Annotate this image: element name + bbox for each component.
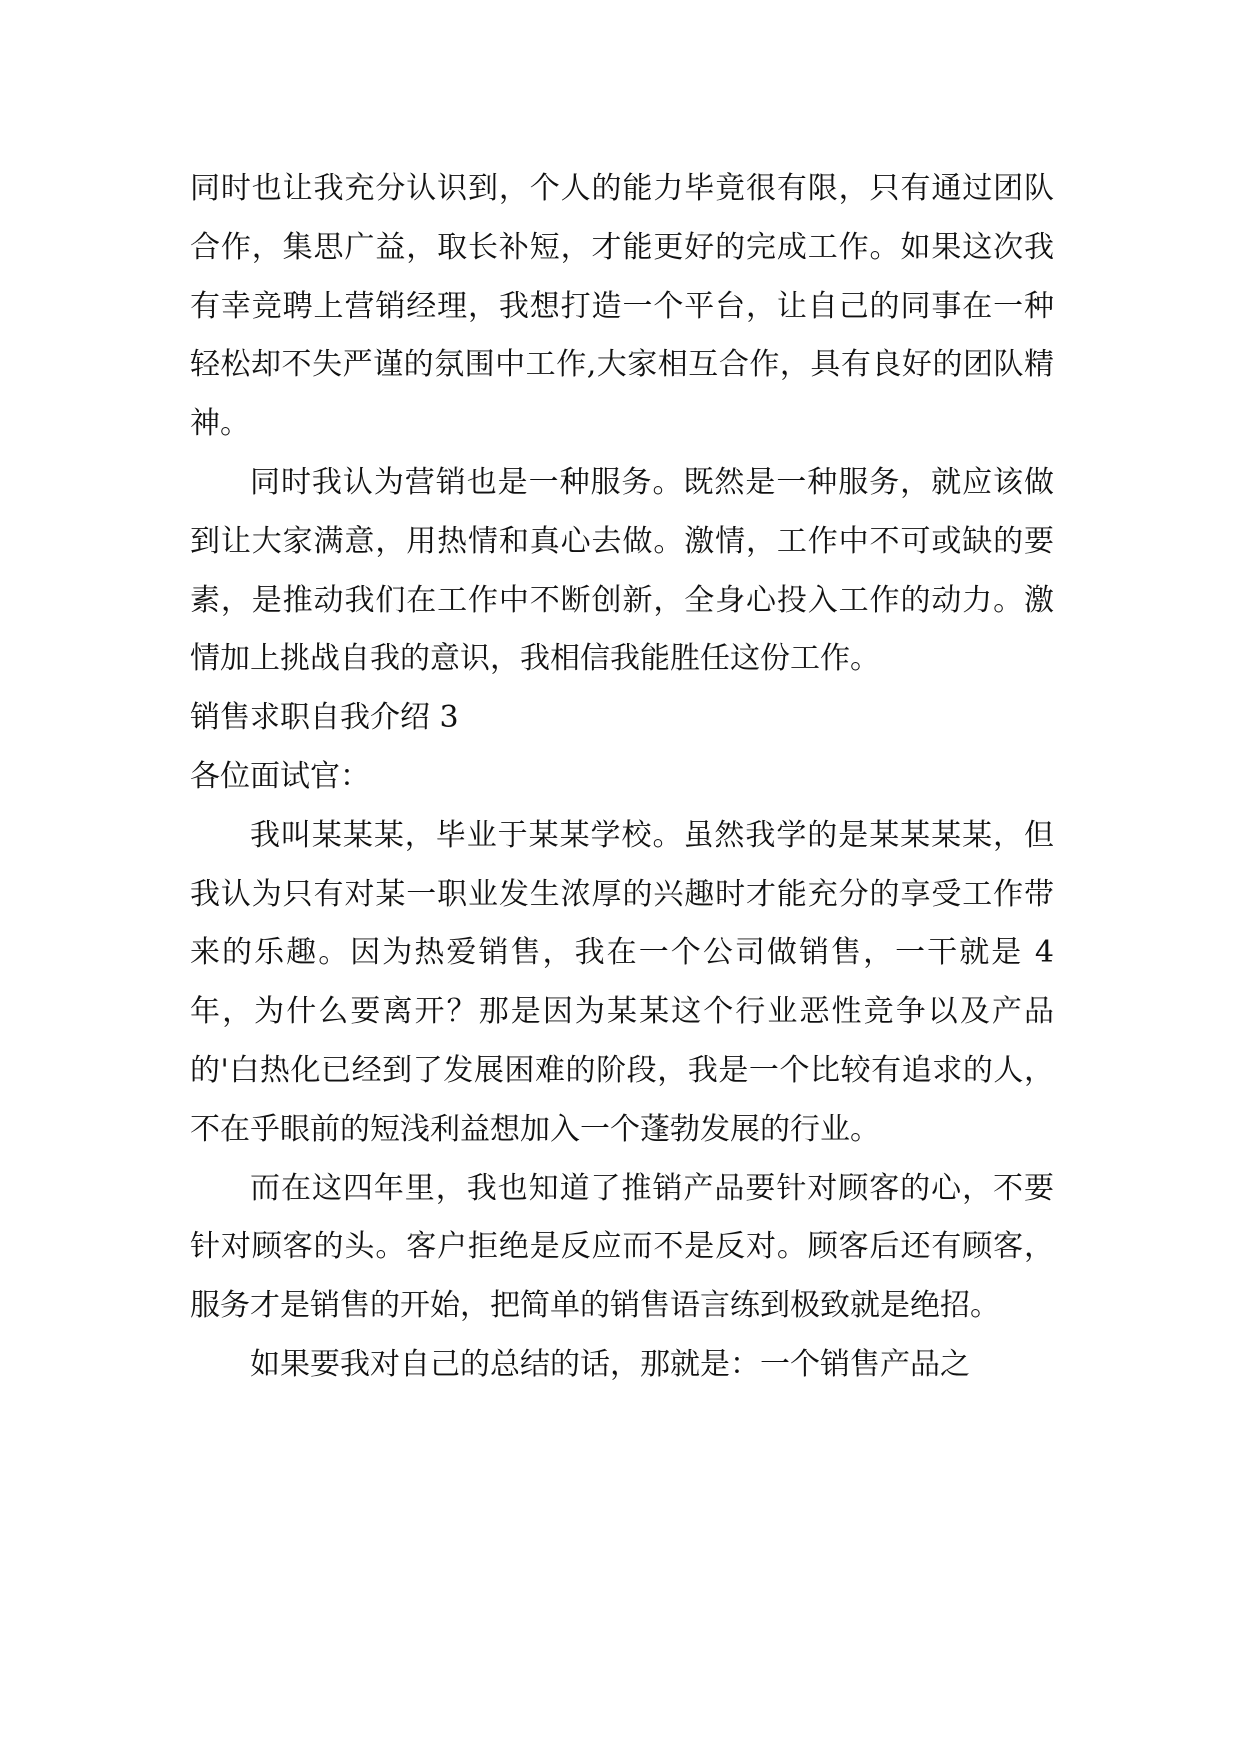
section-title: 销售求职自我介绍 3 (190, 700, 459, 736)
document-body (190, 160, 1054, 1395)
paragraph-1: 同时也让我充分认识到，个人的能力毕竟很有限，只有通过团队合作，集思广益，取长补短，才能更好的完成工作。如果这次我有幸竞聘上营销经理，我想打造一个平台，让自己的同事在一种轻松却不失严谨的氛围中工作,大家相互合作，具有良好的团队精神。 (190, 171, 1054, 442)
paragraph-2: 同时我认为营销也是一种服务。既然是一种服务，就应该做到让大家满意，用热情和真心去做。激情，工作中不可或缺的要素，是推动我们在工作中不断创新，全身心投入工作的动力。激情加上挑战自我的意识，我相信我能胜任这份工作。 (190, 464, 1054, 677)
salutation: 各位面试官： (190, 758, 370, 794)
paragraph-5: 如果要我对自己的总结的话，那就是：一个销售产品之 (250, 1346, 970, 1382)
paragraph-3: 我叫某某某，毕业于某某学校。虽然我学的是某某某某，但我认为只有对某一职业发生浓厚的兴趣时才能充分的享受工作带来的乐趣。因为热爱销售，我在一个公司做销售，一干就是 4 年，为什么要离开？那是因为某某这个行业恶性竞争以及产品的'白热化已经到了发展困难的阶段，我是一个比较有追求的人，不在乎眼前的短浅利益想加入一个蓬勃发展的行业。 (190, 817, 1054, 1147)
paragraph-4: 而在这四年里，我也知道了推销产品要针对顾客的心，不要针对顾客的头。客户拒绝是反应而不是反对。顾客后还有顾客，服务才是销售的开始，把简单的销售语言练到极致就是绝招。 (190, 1170, 1054, 1324)
